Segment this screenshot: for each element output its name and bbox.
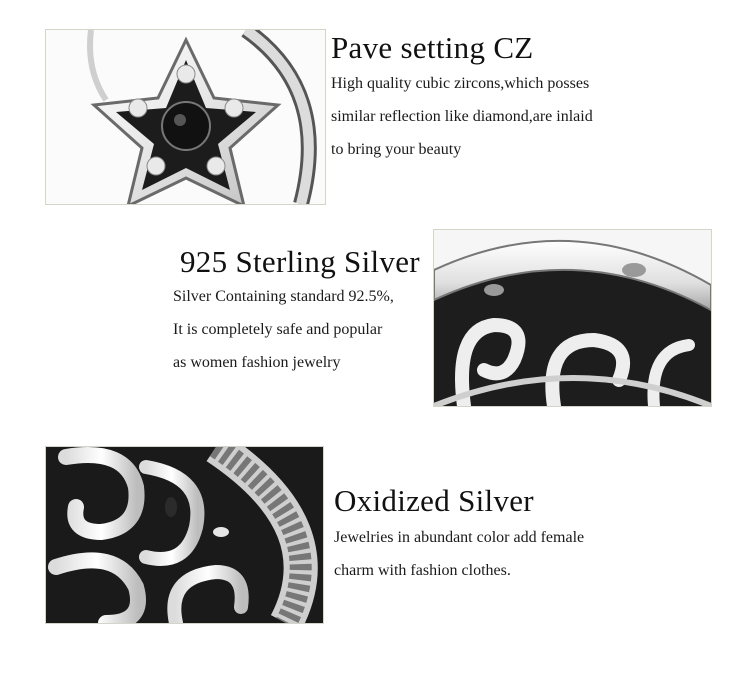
- oxidized-silver-image: [45, 446, 324, 624]
- section-1-line-1: High quality cubic zircons,which posses: [331, 75, 590, 92]
- section-1-description: [331, 67, 593, 166]
- section-3-line-2: charm with fashion clothes.: [334, 562, 511, 579]
- section-3-line-1: Jewelries in abundant color add female: [334, 529, 585, 546]
- section-1-title: Pave setting CZ: [331, 30, 534, 65]
- section-2-line-3: as women fashion jewelry: [173, 354, 341, 371]
- section-1-line-2: similar reflection like diamond,are inlaid: [331, 108, 593, 125]
- section-3-title: Oxidized Silver: [334, 483, 534, 518]
- star-charm-image: [45, 29, 326, 205]
- section-3-description: [334, 521, 584, 587]
- sterling-silver-image: [433, 229, 712, 407]
- section-2-title: 925 Sterling Silver: [180, 244, 420, 279]
- section-2-description: [173, 280, 394, 379]
- section-2-line-1: Silver Containing standard 92.5%,: [173, 288, 394, 305]
- section-1-line-3: to bring your beauty: [331, 141, 462, 158]
- section-2-line-2: It is completely safe and popular: [173, 321, 383, 338]
